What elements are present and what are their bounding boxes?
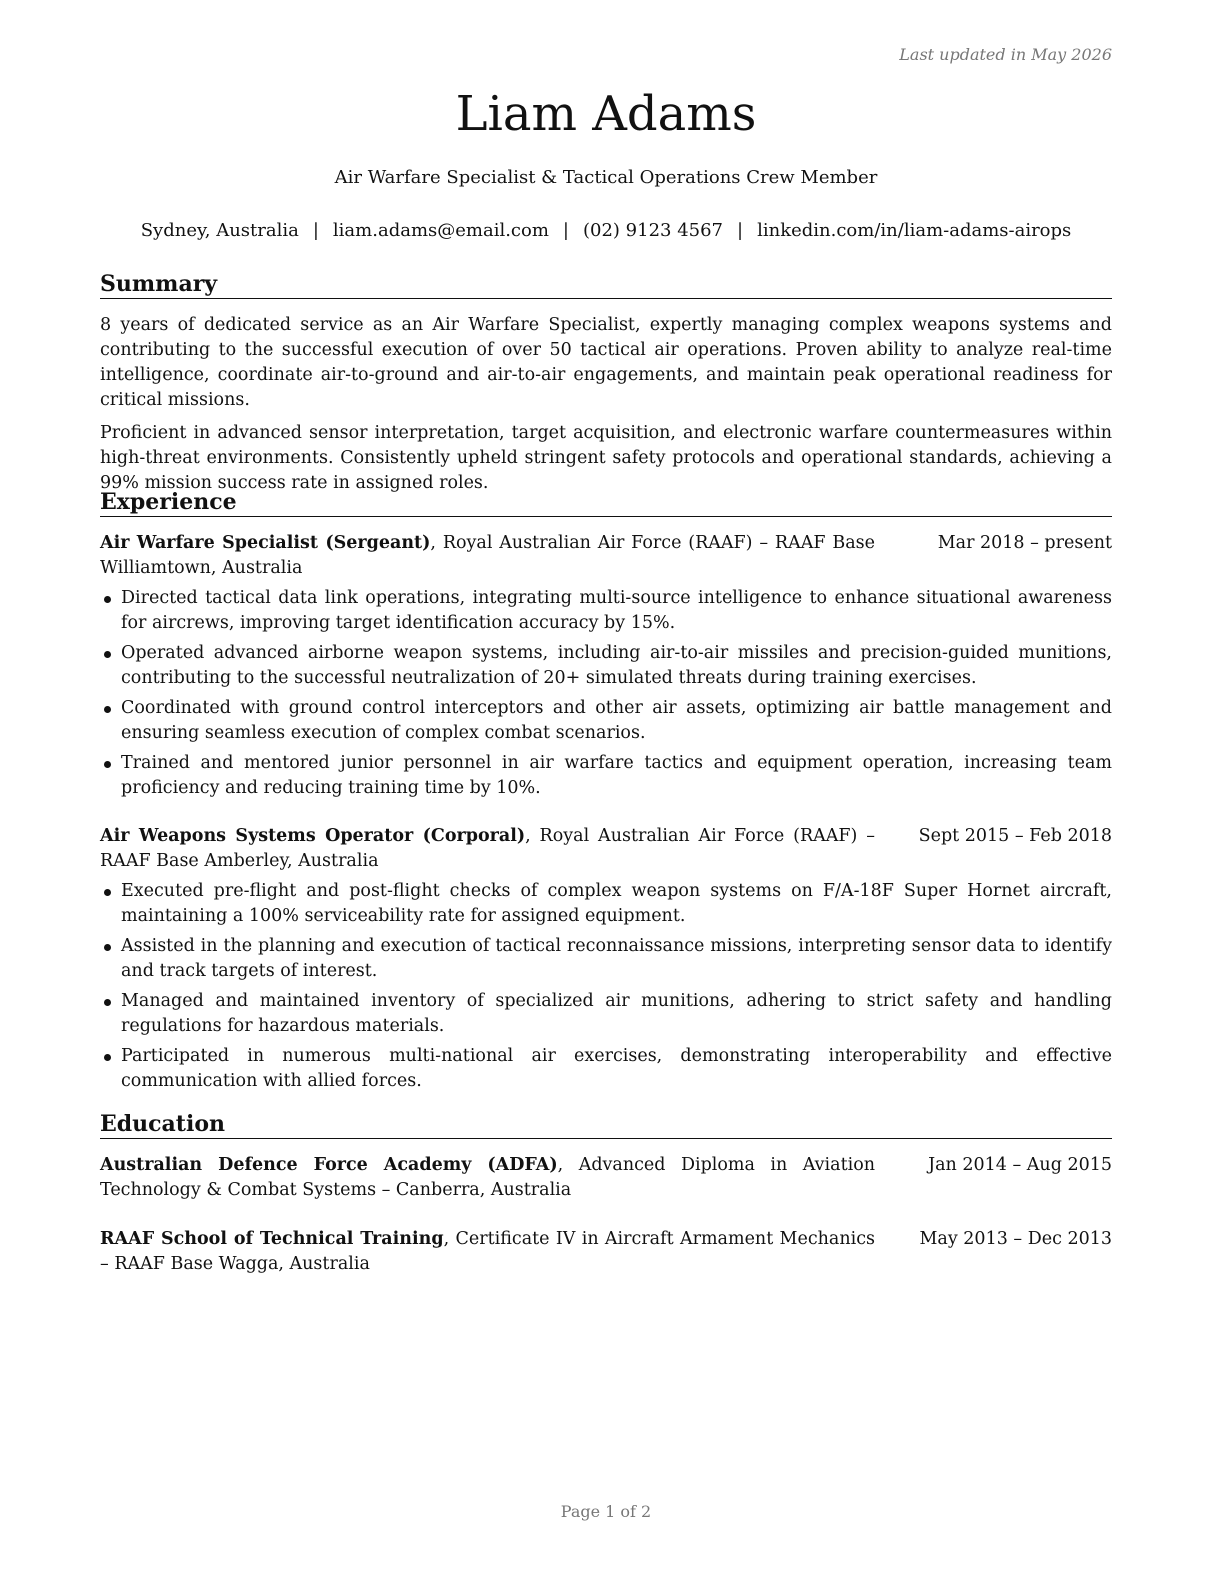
job-dates: Mar 2018 – present xyxy=(937,533,1112,553)
job-bullet: Participated in numerous multi-national air exercises, demonstrating interoperability and effective communication with allied forces. xyxy=(100,1044,1112,1094)
job-bullet: Trained and mentored junior personnel in air warfare tactics and equipment operation, increasing team proficiency and reducing training time by 10%. xyxy=(100,751,1112,801)
job-bullet-list xyxy=(100,586,1112,801)
candidate-headline: Air Warfare Specialist & Tactical Operations Crew Member xyxy=(334,167,878,188)
school-detail: , Advanced Diploma in Aviation Technology & Combat Systems – Canberra, Australia xyxy=(100,1155,876,1200)
job-bullet: Operated advanced airborne weapon systems, including air-to-air missiles and precision-guided munitions, contributing to the successful neutralization of 20+ simulated threats during training exercises. xyxy=(100,641,1112,691)
education-dates: May 2013 – Dec 2013 xyxy=(919,1229,1112,1249)
page-number: Page 1 of 2 xyxy=(560,1502,652,1521)
education-entry xyxy=(100,1153,1112,1203)
contact-email-link[interactable]: liam.adams@email.com xyxy=(332,220,549,241)
education-dates: Jan 2014 – Aug 2015 xyxy=(928,1155,1112,1175)
summary-heading: Summary xyxy=(100,271,1112,299)
education-entry xyxy=(100,1227,1112,1277)
job-bullet: Directed tactical data link operations, integrating multi-source intelligence to enhance situational awareness for aircrews, improving target identification accuracy by 15%. xyxy=(100,586,1112,636)
contact-phone: (02) 9123 4567 xyxy=(583,220,724,241)
job-organization: , Royal Australian Air Force (RAAF) – RAAF Base Williamtown, Australia xyxy=(100,533,875,578)
job-bullet: Coordinated with ground control interceptors and other air assets, optimizing air battle management and ensuring seamless execution of complex combat scenarios. xyxy=(100,696,1112,746)
school-name: RAAF School of Technical Training xyxy=(100,1229,444,1249)
resume-page xyxy=(100,0,1112,1584)
experience-entry-title xyxy=(100,824,875,874)
education-entry-title xyxy=(100,1227,875,1277)
education-entry-header xyxy=(100,1153,1112,1203)
school-detail: , Certificate IV in Aircraft Armament Mechanics – RAAF Base Wagga, Australia xyxy=(100,1229,875,1274)
experience-entry-header xyxy=(100,824,1112,874)
experience-entry xyxy=(100,531,1112,801)
experience-entry-header xyxy=(100,531,1112,581)
experience-section xyxy=(100,489,1112,1094)
contact-line xyxy=(100,220,1112,241)
contact-separator: | xyxy=(562,220,569,241)
contact-linkedin-link[interactable]: linkedin.com/in/liam-adams-airops xyxy=(757,220,1072,241)
job-bullet: Executed pre-flight and post-flight checks of complex weapon systems on F/A-18F Super Hornet aircraft, maintaining a 100% serviceability rate for assigned equipment. xyxy=(100,879,1112,929)
contact-location: Sydney, Australia xyxy=(140,220,299,241)
summary-paragraph: Proficient in advanced sensor interpretation, target acquisition, and electronic warfare countermeasures within high-threat environments. Consistently upheld stringent safety protocols and operational standards, achieving a 99% mission success rate in assigned roles. xyxy=(100,423,1112,493)
contact-separator: | xyxy=(312,220,319,241)
education-entry-header xyxy=(100,1227,1112,1277)
summary-paragraph: 8 years of dedicated service as an Air Warfare Specialist, expertly managing complex weapons systems and contributing to the successful execution of over 50 tactical air operations. Proven ability to analyze real-time intelligence, coordinate air-to-ground and air-to-air engagements, and maintain peak operational readiness for critical missions. xyxy=(100,315,1112,410)
contact-separator: | xyxy=(737,220,744,241)
job-bullet: Assisted in the planning and execution of tactical reconnaissance missions, interpreting sensor data to identify and track targets of interest. xyxy=(100,934,1112,984)
job-bullet: Managed and maintained inventory of specialized air munitions, adhering to strict safety and handling regulations for hazardous materials. xyxy=(100,989,1112,1039)
job-bullet-list xyxy=(100,879,1112,1094)
candidate-name: Liam Adams xyxy=(455,86,757,142)
education-heading: Education xyxy=(100,1111,1112,1139)
job-role: Air Warfare Specialist (Sergeant) xyxy=(100,533,431,553)
last-updated-note: Last updated in May 2026 xyxy=(899,45,1112,64)
job-dates: Sept 2015 – Feb 2018 xyxy=(918,826,1112,846)
job-organization: , Royal Australian Air Force (RAAF) – RAAF Base Amberley, Australia xyxy=(100,826,875,871)
experience-entry-title xyxy=(100,531,875,581)
education-entry-title xyxy=(100,1153,875,1203)
job-role: Air Weapons Systems Operator (Corporal) xyxy=(100,826,526,846)
summary-section xyxy=(100,271,1112,496)
school-name: Australian Defence Force Academy (ADFA) xyxy=(100,1155,558,1175)
experience-heading: Experience xyxy=(100,489,1112,517)
education-section xyxy=(100,1111,1112,1277)
experience-entry xyxy=(100,824,1112,1094)
